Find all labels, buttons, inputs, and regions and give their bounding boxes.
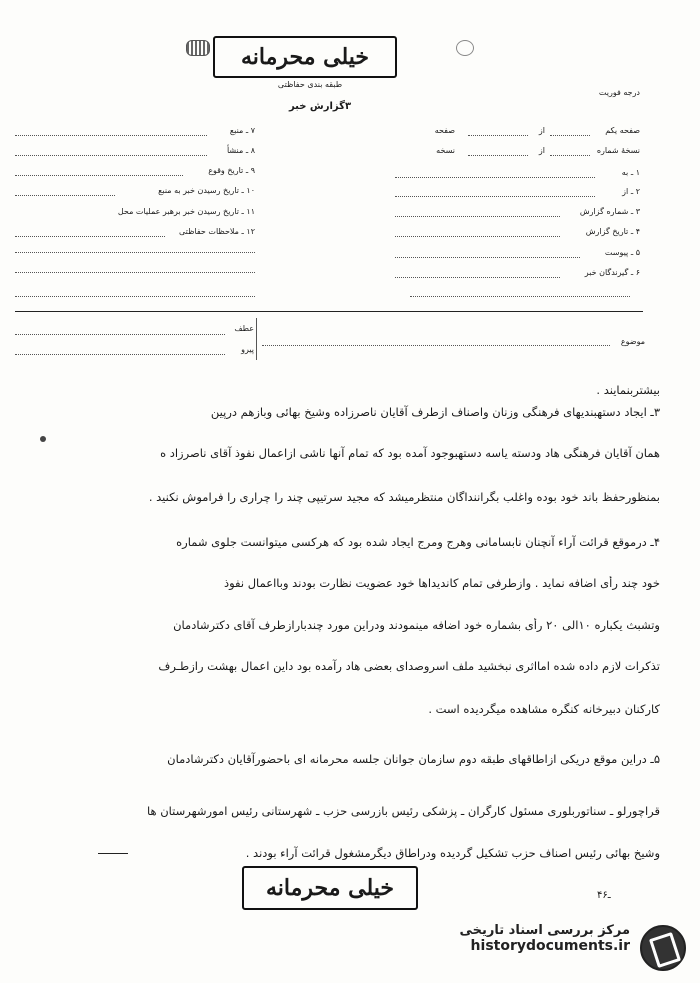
- peyro-label: پیرو: [241, 345, 254, 354]
- atf-label: عطف: [234, 324, 254, 333]
- right-field-2: ۲ ـ از: [395, 187, 640, 201]
- report-title: گزارش خبر: [288, 101, 345, 112]
- subject-line: [262, 345, 610, 346]
- margin-dots: [40, 436, 46, 442]
- page-number: ۴۶ـ: [597, 890, 611, 901]
- watermark-title: مرکز بررسی اسناد تاریخی: [459, 923, 630, 938]
- right-field-3: ۳ ـ شماره گزارش: [395, 207, 640, 221]
- body-line-11: وشیخ بهائی رئیس اصناف حزب تشکیل گردیده ودراطاق دیگرمشغول قرائت آراء بودند .: [245, 846, 660, 860]
- classification-label: طبقه بندی حفاظتی: [277, 80, 343, 89]
- left-extra-line-2: [15, 272, 255, 273]
- body-line-5: خود چند رأی اضافه نماید . وازطرفی تمام کاندیداها خود عضویت نظارت بودند وبااعمال نفوذ: [223, 576, 660, 590]
- atf-divider: [256, 318, 257, 360]
- watermark-site: historydocuments.ir: [470, 938, 630, 954]
- top-stamp-text: خیلی محرمانه: [240, 44, 370, 70]
- subject-label: موضوع: [620, 337, 645, 346]
- left-field-7: ۷ ـ منبع: [15, 126, 255, 140]
- watermark: [430, 923, 630, 954]
- body-line-3: بمنظورحفظ باند خود بوده واغلب بگراننداگان منتظرمیشد که مجید سرتیپی چند را چراری را فراموش نکنید .: [148, 490, 660, 504]
- report-number-prefix: ۳: [344, 101, 352, 112]
- left-extra-line-3: [15, 296, 255, 297]
- left-field-8: ۸ ـ منشأ: [15, 146, 255, 160]
- header-separator: [15, 311, 643, 312]
- right-field-4: ۴ ـ تاریخ گزارش: [395, 227, 640, 241]
- body-line-10: قراچورلو ـ سناتوربلوری مسئول کارگران ـ پزشکی رئیس بازرسی حزب ـ شهرستانی رئیس امورشهرستان ها: [147, 804, 660, 818]
- body-line-4: ۴ـ درموقع قرائت آراء آنچنان نابسامانی وهرج ومرج ایجاد شده بود که هرکسی میتوانست جلوی شماره: [176, 535, 660, 549]
- body-line-6: وتشبث یکباره ۱۰الی ۲۰ رأی بشماره خود اضافه مینمودند ودراین مورد چندبارازطرف آقای دکترشادمان: [173, 618, 660, 632]
- peyro-line: [15, 354, 225, 355]
- watermark-logo-icon: [640, 925, 686, 971]
- right-field-copy: نسخهٔ شماره از نسخه: [436, 146, 640, 155]
- left-seal-mark: [186, 40, 210, 56]
- body-line-8: کارکنان دبیرخانه کنگره مشاهده میگردیده است .: [428, 702, 660, 716]
- left-extra-line-1: [15, 252, 255, 253]
- body-line-1: ۳ـ ایجاد دستهبندیهای فرهنگی وزنان واصناف ازطرف آقایان ناصرزاده وشیخ بهائی وبازهم درپین: [210, 405, 660, 419]
- body-line-9: ۵ـ دراین موقع دریکی ازاطاقهای طبقه دوم سازمان جوانان جلسه محرمانه ای باحضورآقایان دکترشادمان: [167, 752, 660, 766]
- atf-line: [15, 334, 225, 335]
- body-line-2: همان آقایان فرهنگی هاد ودسته یاسه دستهبوجود آمده بود که تمام آنها ناشی ازاعمال نفوذ آقای ناصرزاد ه: [160, 446, 660, 460]
- bottom-classification-stamp: [242, 866, 418, 910]
- top-classification-stamp: [213, 36, 397, 78]
- right-seal-mark: [456, 40, 474, 56]
- left-field-10: ۱۰ ـ تاریخ رسیدن خبر به منبع: [15, 186, 255, 200]
- body-line-7: تذکرات لازم داده شده امااثری نبخشید ملف اسروصدای بعضی هاد رآمده بود داین اعمال بهشت رازطـرف: [158, 659, 660, 673]
- right-field-6: ۶ ـ گیرندگان خبر: [395, 268, 640, 282]
- left-field-11: ۱۱ ـ تاریخ رسیدن خبر برهبر عملیات محل: [117, 207, 255, 216]
- left-field-12: ۱۲ ـ ملاحظات حفاظتی: [15, 227, 255, 241]
- left-field-9: ۹ ـ تاریخ وقوع: [15, 166, 255, 180]
- priority-label: درجه فوریت: [598, 88, 640, 97]
- right-field-page: صفحه یکم از صفحه: [434, 126, 640, 135]
- right-extra-line: [410, 296, 630, 297]
- body-line-0: بیشتربنمایند .: [596, 383, 660, 397]
- end-dash: [98, 853, 128, 854]
- bottom-stamp-text: خیلی محرمانه: [265, 875, 395, 901]
- right-field-5: ۵ ـ پیوست: [395, 248, 640, 262]
- right-field-1: ۱ ـ به: [395, 168, 640, 182]
- report-title-block: [280, 101, 360, 112]
